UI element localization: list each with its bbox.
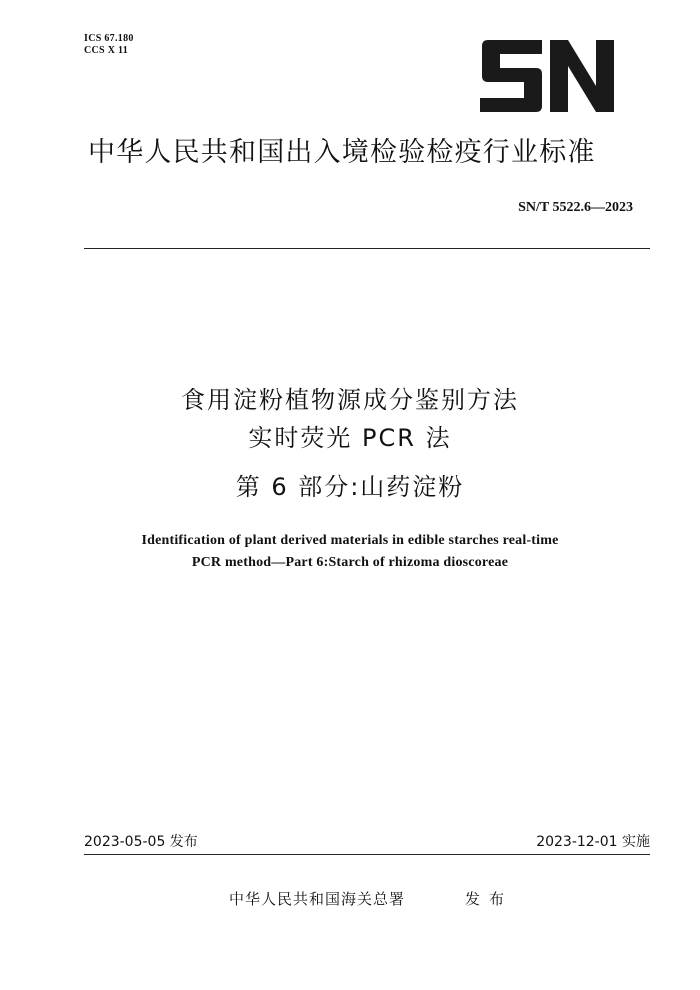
title-en-line-1: Identification of plant derived materials in edible starches real-time [141, 533, 559, 548]
sn-logo-letter-s [480, 40, 542, 112]
classification-codes [84, 33, 134, 57]
issue-word: 发布 [465, 890, 514, 908]
ics-code: ICS 67.180 [84, 33, 134, 44]
title-cn-line-1: 食用淀粉植物源成分鉴别方法 [181, 386, 519, 414]
title-cn-line-3: 第 6 部分:山药淀粉 [235, 473, 465, 501]
title-en-line-2: PCR method—Part 6:Starch of rhizoma dioscoreae [191, 555, 509, 570]
sn-logo [478, 40, 616, 112]
title-en [0, 530, 700, 574]
ccs-code: CCS X 11 [84, 45, 129, 56]
implementation-date: 2023-12-01 实施 [536, 834, 650, 850]
bottom-divider [84, 854, 650, 855]
issuing-authority: 中华人民共和国海关总署 [229, 890, 406, 908]
issuer-header: 中华人民共和国出入境检验检疫行业标准 [88, 137, 596, 168]
publication-date: 2023-05-05 发布 [84, 834, 198, 850]
top-divider [84, 248, 650, 249]
title-cn-line-2: 实时荧光 PCR 法 [248, 424, 452, 452]
sn-logo-letter-n [550, 40, 614, 112]
standard-number: SN/T 5522.6—2023 [518, 200, 633, 215]
